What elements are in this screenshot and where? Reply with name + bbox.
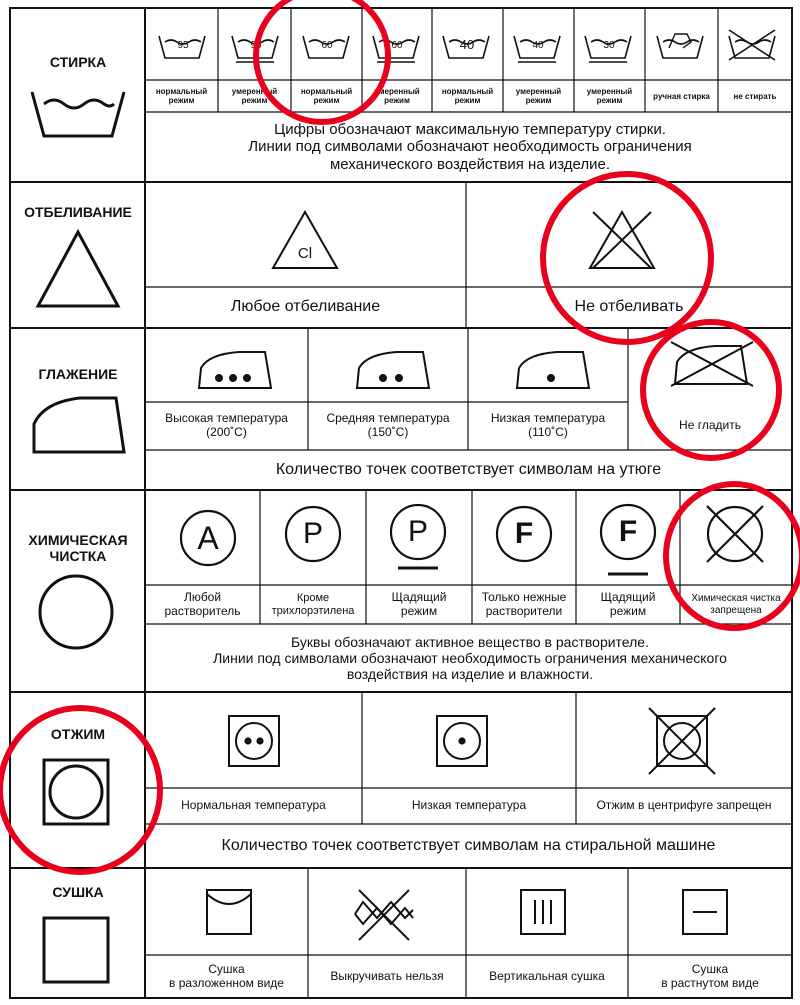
iron-label: Низкая температура (110˚С) <box>490 411 606 439</box>
dryclean-label: Щадящий режим <box>600 589 656 618</box>
dry-label: Выкручивать нельзя <box>330 968 444 983</box>
wash-temp: 40 <box>459 36 475 52</box>
bleach-label-none: Не отбеливать <box>574 298 684 316</box>
wash-temp: 30 <box>603 40 615 52</box>
letter-p: P <box>407 514 428 548</box>
section-title-dry: СУШКА <box>52 883 104 900</box>
spin-label: Отжим в центрифуге запрещен <box>596 798 772 813</box>
dryclean-label: Любой растворитель <box>164 589 241 618</box>
wash-temp: 60 <box>391 40 403 52</box>
dryclean-label: Кроме трихлорэтилена <box>271 591 355 617</box>
wash-label: не стирать <box>733 91 777 101</box>
wash-temp: 40 <box>532 40 544 52</box>
wash-note: Цифры обозначают максимальную температуру стирки. Линии под символами обозначают необходимость ограничения механического воздействия на изделие. <box>248 121 692 173</box>
dry-label: Сушка в разложенном виде <box>169 961 284 990</box>
section-title-dryclean: ХИМИЧЕСКАЯ ЧИСТКА <box>28 531 128 564</box>
wash-temp: 95 <box>177 40 189 52</box>
spin-label: Нормальная температура <box>181 798 326 813</box>
section-title-wash: СТИРКА <box>49 53 107 70</box>
letter-a: A <box>197 519 219 556</box>
wash-label: ручная стирка <box>653 91 710 101</box>
wash-label: умеренный режим <box>231 87 278 105</box>
cl-text: Cl <box>297 245 313 263</box>
section-title-spin: ОТЖИМ <box>50 725 106 742</box>
highlight-circle-wash-60 <box>256 0 388 122</box>
highlight-circle-no-dryclean <box>666 484 800 628</box>
wash-label: умеренный режим <box>586 87 633 105</box>
letter-f: F <box>514 516 534 550</box>
dryclean-note: Буквы обозначают активное вещество в растворителе. Линии под символами обозначают необходимость ограничения механического воздействия на изделие и влажности. <box>213 633 727 683</box>
bleach-label-any: Любое отбеливание <box>230 298 381 316</box>
wash-label: умеренный режим <box>515 87 562 105</box>
iron-label: Средняя температура (150˚С) <box>326 411 450 439</box>
dryclean-label: Щадящий режим <box>391 589 447 618</box>
wash-label: нормальный режим <box>300 87 353 105</box>
wash-label: умеренный режим <box>374 87 420 105</box>
iron-note: Количество точек соответствует символам на утюге <box>275 460 662 478</box>
wash-label: нормальный режим <box>441 87 494 105</box>
letter-f: F <box>618 514 638 548</box>
dry-label: Сушка в растнутом виде <box>661 961 759 990</box>
wash-label: нормальный режим <box>155 87 208 105</box>
dry-label: Вертикальная сушка <box>489 968 605 983</box>
highlight-circle-no-bleach <box>543 174 711 342</box>
section-title-iron: ГЛАЖЕНИЕ <box>38 365 118 382</box>
letter-p: P <box>302 516 323 550</box>
wash-temp: 60 <box>321 40 333 52</box>
dryclean-label: Только нежные растворители <box>481 589 567 618</box>
section-title-bleach: ОТБЕЛИВАНИЕ <box>24 203 132 220</box>
iron-label: Высокая температура (200˚С) <box>165 411 288 439</box>
spin-note: Количество точек соответствует символам на стиральной машине <box>221 836 716 854</box>
spin-label: Низкая температура <box>411 798 527 813</box>
highlight-circle-spin <box>0 708 160 872</box>
wash-temp: 95 <box>250 40 262 52</box>
highlight-circle-no-iron <box>643 322 779 458</box>
dryclean-label: Химическая чистка запрещена <box>691 593 781 616</box>
iron-label: Не гладить <box>679 418 741 433</box>
